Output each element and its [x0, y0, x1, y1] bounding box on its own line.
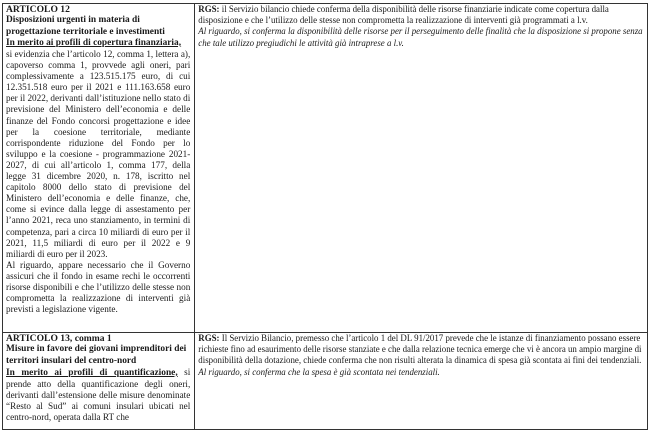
rgs-response-cell	[195, 333, 648, 430]
table-row	[3, 333, 648, 430]
table-row	[3, 4, 648, 333]
rgs-label: RGS:	[198, 333, 220, 343]
rgs-response-cell	[195, 4, 648, 333]
merito-heading: In merito ai profili di quantificazione,	[6, 367, 178, 378]
comparison-table	[2, 3, 648, 430]
rgs-label: RGS:	[198, 4, 220, 14]
article-heading: ARTICOLO 13, comma 1	[6, 333, 112, 344]
article-heading: ARTICOLO 12	[6, 4, 70, 15]
article-13-cell	[3, 333, 195, 430]
merito-heading: In merito ai profili di copertura finanziaria,	[6, 37, 182, 48]
rgs-text: il Servizio bilancio chiede conferma della disponibilità delle risorse finanziarie indicate come copertura dalla disposizione e che l’utilizzo delle stesse non comprometta la realizzazione di interventi già programmati a l.v.	[198, 4, 609, 26]
government-response: Al riguardo, si conferma che la spesa è già scontata nei tendenziali.	[198, 366, 440, 377]
article-subtitle: Misure in favore dei giovani imprenditori dei territori insulari del centro-nord	[6, 344, 187, 366]
rgs-note	[198, 333, 643, 367]
rgs-note	[198, 4, 643, 26]
rgs-text: Il Servizio Bilancio, premesso che l’articolo 1 del DL 91/2017 prevede che le istanze di finanziamento possano essere richieste fino ad esaurimento delle risorse stanziate e che dalla relazione tecnica emerge che vi è ancora un ampio margine di disponibilità della dotazione, chiede conferma che non risulti alterata la dinamica di spesa già scontata ai fini dei tendenziali.	[198, 333, 642, 366]
article-12-cell	[3, 4, 195, 333]
article-body-text: si prende atto della quantificazione degli oneri, derivanti dall’estensione delle misure denominate “Resto al Sud” ai comuni insulari ubicati nel centro-nord, operata dalla RT che	[6, 366, 191, 423]
article-subtitle: Disposizioni urgenti in materia di progettazione territoriale e investimenti	[6, 15, 165, 37]
article-conclusion: Al riguardo, appare necessario che il Governo assicuri che il fondo in esame rechi le occorrenti risorse disponibili e che l’utilizzo delle stesse non comprometta la realizzazione di interventi già previsti a legislazione vigente.	[6, 259, 191, 315]
government-response: Al riguardo, si conferma la disponibilità delle risorse per il perseguimento delle finalità che la disposizione si propone senza che tale utilizzo pregiudichi le attività già intraprese a l.v.	[198, 26, 643, 48]
article-body: si evidenzia che l’articolo 12, comma 1, lettera a), capoverso comma 1, provvede agli oneri, pari complessivamente a 123.515.175 euro, di cui 12.351.518 euro per il 2021 e 111.163.658 euro per il 2022, derivanti dall’istituzione nello stato di previsione del Ministero dell’economia e delle finanze del Fondo concorsi progettazione e idee per la coesione territoriale, mediante corrispondente riduzione del Fondo per lo sviluppo e la coesione - programmazione 2021-2027, di cui all’articolo 1, comma 177, della legge 31 dicembre 2020, n. 178, iscritto nel capitolo 8000 dello stato di previsione del Ministero dell’economia e delle finanze, che, come si evince dalla legge di assestamento per l’anno 2021, reca uno stanziamento, in termini di competenza, pari a circa 10 miliardi di euro per il 2021, 11,5 miliardi di euro per il 2022 e 9 miliardi di euro per il 2023.	[6, 49, 191, 259]
document-page	[2, 3, 650, 435]
article-body	[6, 367, 190, 424]
